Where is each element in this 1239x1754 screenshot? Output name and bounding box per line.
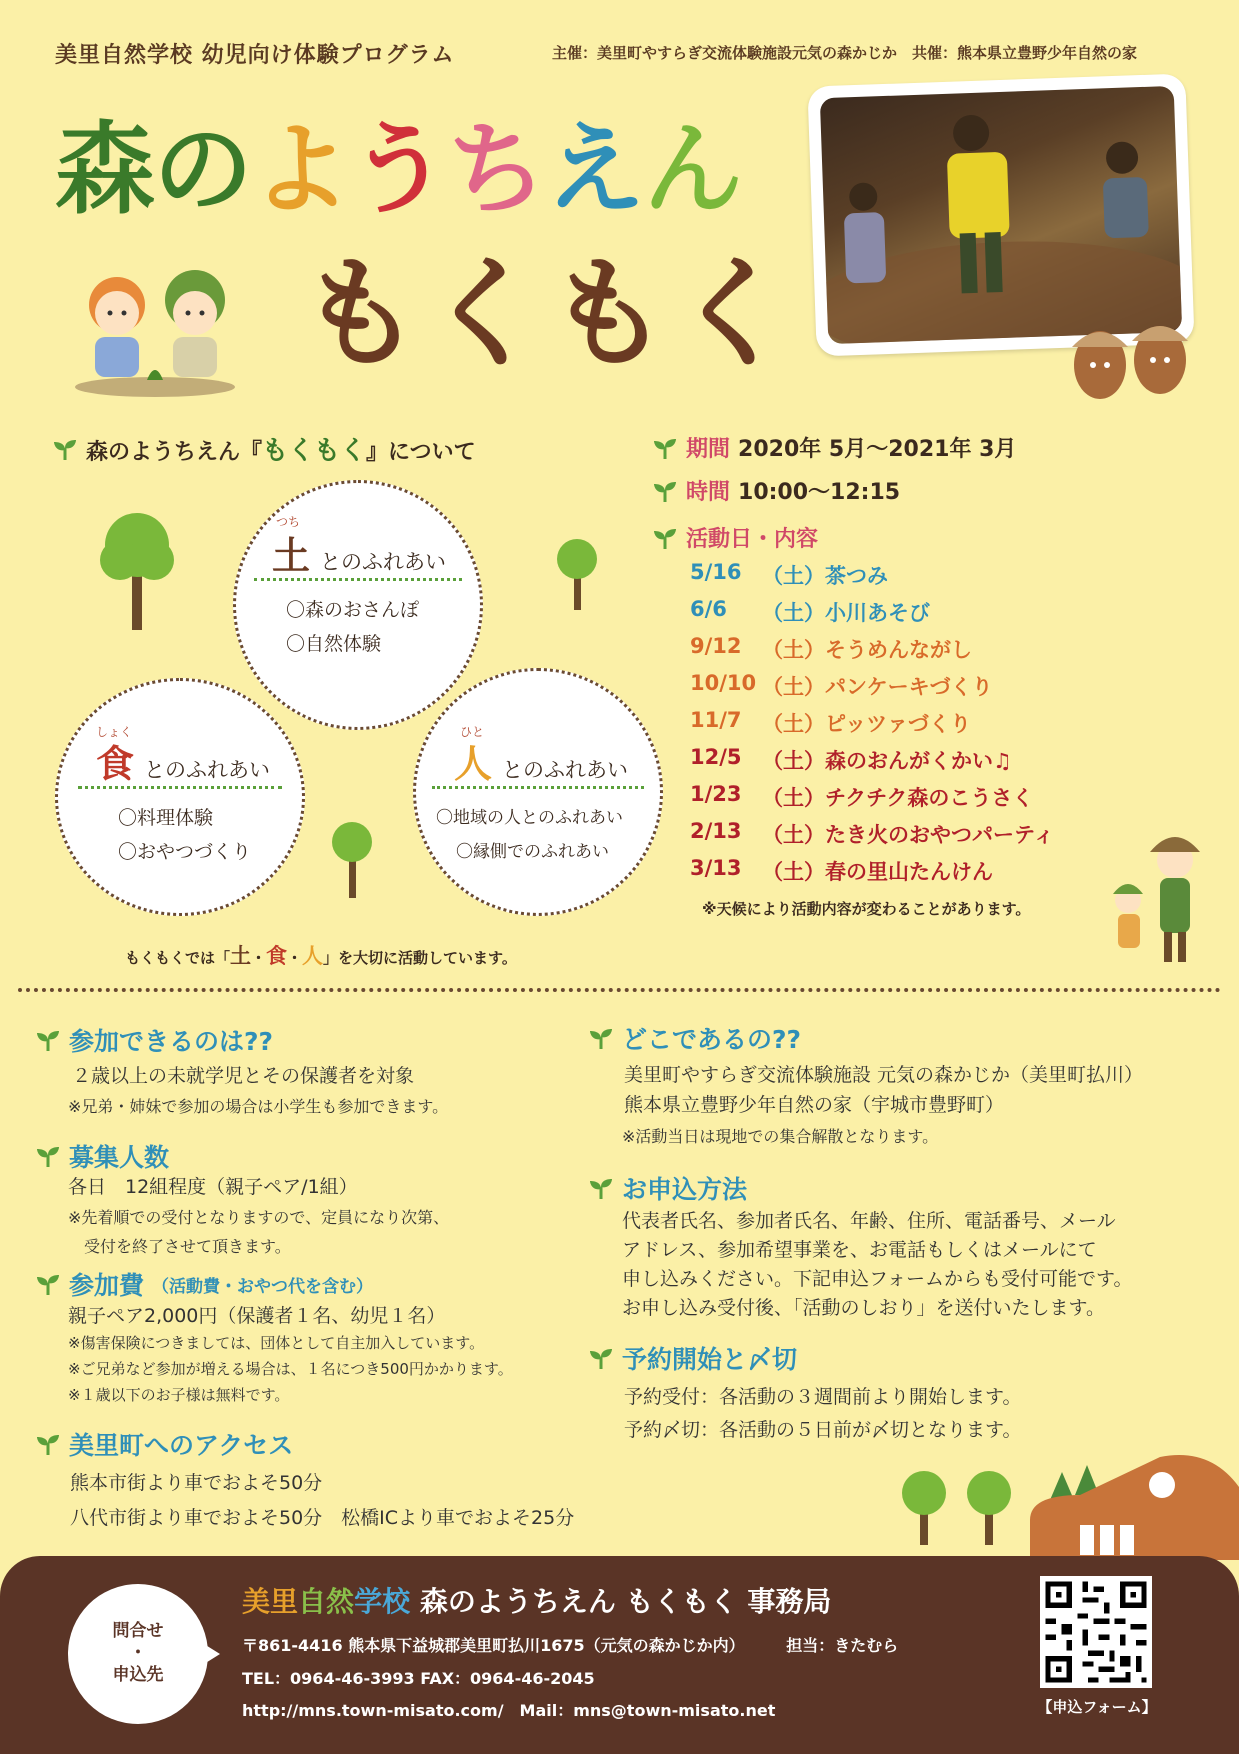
capacity-line3: 受付を終了させて頂きます。 xyxy=(84,1237,291,1256)
schedule-date: 9/12 xyxy=(690,634,742,658)
title-char: ん xyxy=(643,111,741,228)
period-row: 期間 2020年 5月～2021年 3月 xyxy=(652,432,1016,463)
fee-heading: 参加費 （活動費・おやつ代を含む） xyxy=(35,1266,373,1302)
qr-code[interactable] xyxy=(1040,1576,1152,1688)
schedule-day: （土） xyxy=(762,823,825,847)
participants-heading: 参加できるのは?? xyxy=(35,1022,273,1058)
apply-line: お申し込み受付後、「活動のしおり」を送付いたします。 xyxy=(622,1297,1105,1319)
qr-label: 【申込フォーム】 xyxy=(1037,1698,1157,1716)
bubble-line2: 申込先 xyxy=(112,1665,164,1685)
hito-ruby: ひと xyxy=(460,725,485,739)
schedule-activity: 春の里山たんけん xyxy=(825,860,993,884)
access-line2: 八代市街より車でおよそ50分 松橋ICより車でおよそ25分 xyxy=(70,1507,575,1529)
shoku-item-1: 〇料理体験 xyxy=(118,807,214,829)
shoku-title: 食 とのふれあい xyxy=(96,742,271,786)
schedule-date: 1/23 xyxy=(690,782,742,806)
capacity-heading: 募集人数 xyxy=(35,1138,169,1174)
schedule-day: （土） xyxy=(762,638,825,662)
tsuchi-item-2: 〇自然体験 xyxy=(286,633,382,655)
access-heading: 美里町へのアクセス xyxy=(35,1426,293,1462)
hikers-illustration xyxy=(1100,820,1210,970)
capacity-line2: ※先着順での受付となりますので、定員になり次第、 xyxy=(68,1208,450,1227)
tree-icon xyxy=(550,535,605,610)
title-char: よ xyxy=(251,111,349,228)
activities-heading: 活動日・内容 xyxy=(652,522,818,553)
bubble-line1: 問合せ xyxy=(112,1621,164,1641)
time-row: 時間 10:00～12:15 xyxy=(652,475,900,506)
tsuchi-title: 土 とのふれあい xyxy=(272,534,447,578)
about-heading: 森のようちえん『もくもく』について xyxy=(52,430,476,467)
title-char: え xyxy=(545,111,643,228)
hito-item-2: 〇縁側でのふれあい xyxy=(456,842,609,862)
fee-line3: ※ご兄弟など参加が増える場合は、１名につき500円かかります。 xyxy=(68,1360,513,1378)
sprout-icon xyxy=(35,1273,61,1295)
footer-web: http://mns.town-misato.com/ Mail：mns@town-misato.net xyxy=(242,1701,776,1720)
organizer-label: 主催：美里町やすらぎ交流体験施設元気の森かじか 共催：熊本県立豊野少年自然の家 xyxy=(552,44,1138,62)
where-line2: 熊本県立豊野少年自然の家（宇城市豊野町） xyxy=(624,1094,1005,1116)
schedule-row xyxy=(690,671,1054,708)
access-line1: 熊本市街より車でおよそ50分 xyxy=(70,1472,323,1494)
apply-heading: お申込方法 xyxy=(588,1170,747,1206)
sprout-icon xyxy=(588,1347,614,1369)
schedule-activity: チクチク森のこうさく xyxy=(825,786,1034,810)
schedule-day: （土） xyxy=(762,675,825,699)
reservation-line1: 予約受付：各活動の３週間前より開始します。 xyxy=(624,1386,1022,1408)
sprout-icon xyxy=(588,1177,614,1199)
acorn-illustration xyxy=(1060,305,1200,405)
schedule-list xyxy=(690,560,1054,893)
reservation-line2: 予約〆切：各活動の５日前が〆切となります。 xyxy=(624,1419,1022,1441)
title-char: 森 xyxy=(55,111,153,228)
apply-line: 申し込みください。下記申込フォームからも受付可能です。 xyxy=(622,1268,1133,1290)
schedule-date: 5/16 xyxy=(690,560,742,584)
schedule-day: （土） xyxy=(762,786,825,810)
schedule-activity: 森のおんがくかい♫ xyxy=(825,749,1012,773)
sprout-icon xyxy=(35,1145,61,1167)
sprout-icon xyxy=(652,527,678,549)
contact-bubble xyxy=(68,1584,208,1724)
hito-title: 人 とのふれあい xyxy=(454,742,629,786)
sprout-icon xyxy=(652,480,678,502)
apply-line: アドレス、参加希望事業を、お電話もしくはメールにて xyxy=(622,1239,1097,1261)
org-char: 美 xyxy=(242,1585,271,1618)
title-char: の xyxy=(153,111,251,228)
schedule-day: （土） xyxy=(762,860,825,884)
title-line1 xyxy=(55,111,741,228)
title-line2: もくもく xyxy=(300,245,796,384)
sprout-icon xyxy=(588,1027,614,1049)
section-divider xyxy=(18,988,1221,992)
schedule-activity: パンケーキづくり xyxy=(825,675,993,699)
school-building-illustration xyxy=(900,1455,1239,1565)
shoku-circle xyxy=(55,678,305,916)
participants-line2: ※兄弟・姉妹で参加の場合は小学生も参加できます。 xyxy=(68,1097,449,1116)
schedule-activity: ピッツァづくり xyxy=(825,712,971,736)
title-char: う xyxy=(349,111,447,228)
program-label: 美里自然学校 幼児向け体験プログラム xyxy=(55,43,455,68)
schedule-date: 3/13 xyxy=(690,856,742,880)
schedule-row xyxy=(690,819,1054,856)
sprout-icon xyxy=(35,1433,61,1455)
schedule-activity: 茶つみ xyxy=(825,564,888,588)
shoku-item-2: 〇おやつづくり xyxy=(118,841,252,863)
footer-tel: TEL：0964-46-3993 FAX：0964-46-2045 xyxy=(242,1669,595,1688)
footer-org-title: 美里自然学校 森のようちえん もくもく 事務局 xyxy=(242,1585,832,1618)
sprout-icon xyxy=(52,438,78,460)
schedule-activity: そうめんながし xyxy=(825,638,972,662)
footer-contact-person: 担当：きたむら xyxy=(786,1636,899,1655)
schedule-row xyxy=(690,634,1054,671)
tree-icon xyxy=(90,505,185,630)
tree-icon xyxy=(325,818,380,898)
capacity-line1: 各日 12組程度（親子ペア/1組） xyxy=(68,1176,358,1198)
tsuchi-item-1: 〇森のおさんぽ xyxy=(286,599,420,621)
schedule-row xyxy=(690,708,1054,745)
reservation-heading: 予約開始と〆切 xyxy=(588,1340,797,1376)
schedule-activity: 小川あそび xyxy=(825,601,930,625)
sprout-icon xyxy=(35,1029,61,1051)
schedule-day: （土） xyxy=(762,749,825,773)
schedule-activity: たき火のおやつパーティ xyxy=(825,823,1055,847)
apply-line: 代表者氏名、参加者氏名、年齢、住所、電話番号、メール xyxy=(622,1210,1116,1232)
where-heading: どこであるの?? xyxy=(588,1020,801,1056)
fee-line2: ※傷害保険につきましては、団体として自主加入しています。 xyxy=(68,1334,485,1352)
hito-circle xyxy=(413,668,663,916)
schedule-day: （土） xyxy=(762,601,825,625)
schedule-row xyxy=(690,856,1054,893)
schedule-note: ※天候により活動内容が変わることがあります。 xyxy=(702,900,1031,918)
schedule-date: 12/5 xyxy=(690,745,742,769)
shoku-ruby: しょく xyxy=(96,725,133,739)
sprout-icon xyxy=(652,437,678,459)
schedule-date: 11/7 xyxy=(690,708,742,732)
children-illustration xyxy=(55,255,255,400)
org-char: 然 xyxy=(326,1585,355,1618)
fee-line4: ※１歳以下のお子様は無料です。 xyxy=(68,1386,290,1404)
org-char: 自 xyxy=(298,1585,327,1618)
participants-line1: ２歳以上の未就学児とその保護者を対象 xyxy=(72,1065,415,1087)
schedule-date: 10/10 xyxy=(690,671,757,695)
schedule-row xyxy=(690,560,1054,597)
bubble-dot: ・ xyxy=(129,1643,147,1663)
schedule-row xyxy=(690,597,1054,634)
where-line1: 美里町やすらぎ交流体験施設 元気の森かじか（美里町払川） xyxy=(624,1064,1144,1086)
schedule-date: 6/6 xyxy=(690,597,727,621)
schedule-row xyxy=(690,782,1054,819)
schedule-date: 2/13 xyxy=(690,819,742,843)
hito-item-1: 〇地域の人とのふれあい xyxy=(436,808,623,828)
footer-address: 〒861-4416 熊本県下益城郡美里町払川1675（元気の森かじか内） 担当：きたむら xyxy=(242,1636,899,1655)
org-char: 校 xyxy=(382,1585,411,1618)
schedule-day: （土） xyxy=(762,564,825,588)
apply-text xyxy=(622,1207,1133,1323)
schedule-day: （土） xyxy=(762,712,825,736)
tsuchi-circle xyxy=(233,480,483,730)
where-line3: ※活動当日は現地での集合解散となります。 xyxy=(622,1127,939,1146)
title-char: ち xyxy=(447,111,545,228)
about-note: もくもくでは「土・食・人」を大切に活動しています。 xyxy=(125,944,517,968)
tsuchi-ruby: つち xyxy=(276,515,301,529)
schedule-row xyxy=(690,745,1054,782)
fee-line1: 親子ペア2,000円（保護者１名、幼児１名） xyxy=(68,1305,446,1327)
org-char: 里 xyxy=(270,1585,299,1618)
org-char: 学 xyxy=(354,1585,383,1618)
